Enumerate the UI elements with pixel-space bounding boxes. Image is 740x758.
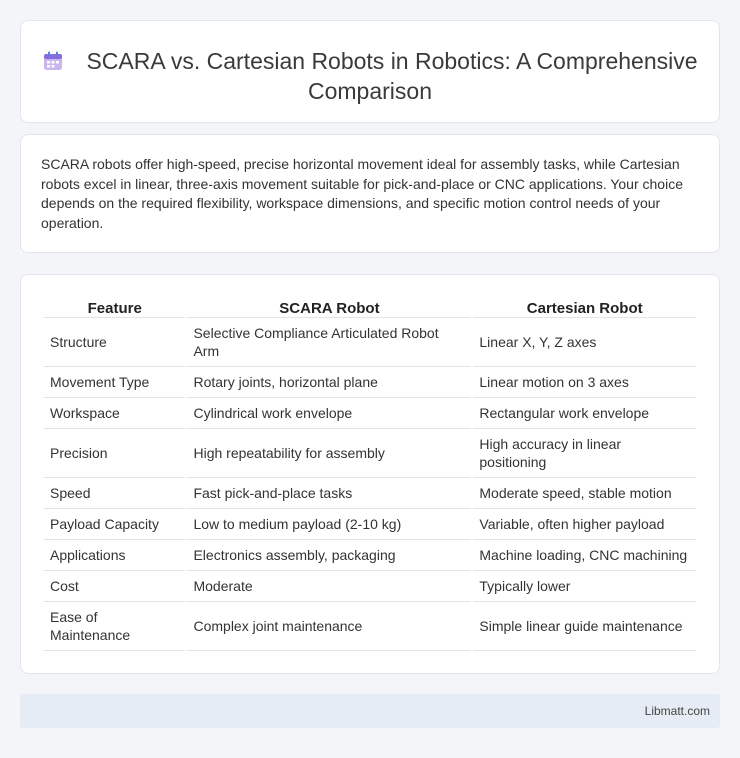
table-row <box>44 509 696 540</box>
comparison-table <box>42 296 698 651</box>
page-title: SCARA vs. Cartesian Robots in Robotics: A Comprehensive Comparison <box>86 48 698 104</box>
cell-feature: Structure <box>44 318 185 367</box>
page-title-wrap <box>21 46 719 106</box>
header-cartesian: Cartesian Robot <box>473 296 696 318</box>
cell-feature: Ease of Maintenance <box>44 602 185 651</box>
calendar-icon <box>42 49 64 71</box>
cell-cartesian: Variable, often higher payload <box>473 509 696 540</box>
footer-site-link[interactable]: Libmatt.com <box>644 704 710 718</box>
cell-cartesian: Moderate speed, stable motion <box>473 478 696 509</box>
table-row <box>44 602 696 651</box>
title-card <box>20 20 720 123</box>
intro-card <box>20 134 720 253</box>
footer-bar <box>20 694 720 728</box>
cell-feature: Payload Capacity <box>44 509 185 540</box>
table-row <box>44 571 696 602</box>
cell-feature: Cost <box>44 571 185 602</box>
cell-feature: Movement Type <box>44 367 185 398</box>
cell-cartesian: Typically lower <box>473 571 696 602</box>
cell-feature: Speed <box>44 478 185 509</box>
table-header-row <box>44 296 696 318</box>
cell-scara: Complex joint maintenance <box>187 602 471 651</box>
comparison-card <box>20 274 720 674</box>
cell-cartesian: Linear X, Y, Z axes <box>473 318 696 367</box>
cell-cartesian: Machine loading, CNC machining <box>473 540 696 571</box>
table-row <box>44 478 696 509</box>
cell-cartesian: High accuracy in linear positioning <box>473 429 696 478</box>
header-feature: Feature <box>44 296 185 318</box>
table-row <box>44 429 696 478</box>
cell-scara: Electronics assembly, packaging <box>187 540 471 571</box>
table-row <box>44 398 696 429</box>
cell-feature: Applications <box>44 540 185 571</box>
header-scara: SCARA Robot <box>187 296 471 318</box>
cell-feature: Workspace <box>44 398 185 429</box>
cell-scara: Selective Compliance Articulated Robot Arm <box>187 318 471 367</box>
cell-cartesian: Simple linear guide maintenance <box>473 602 696 651</box>
table-row <box>44 318 696 367</box>
cell-cartesian: Linear motion on 3 axes <box>473 367 696 398</box>
cell-scara: Fast pick-and-place tasks <box>187 478 471 509</box>
table-row <box>44 540 696 571</box>
cell-scara: Moderate <box>187 571 471 602</box>
cell-feature: Precision <box>44 429 185 478</box>
cell-scara: Cylindrical work envelope <box>187 398 471 429</box>
cell-scara: High repeatability for assembly <box>187 429 471 478</box>
cell-scara: Rotary joints, horizontal plane <box>187 367 471 398</box>
table-row <box>44 367 696 398</box>
cell-cartesian: Rectangular work envelope <box>473 398 696 429</box>
cell-scara: Low to medium payload (2-10 kg) <box>187 509 471 540</box>
intro-text: SCARA robots offer high-speed, precise horizontal movement ideal for assembly tasks, while Cartesian robots excel in linear, three-axis movement suitable for pick-and-place or CNC applications. Your choice depends on the required flexibility, workspace dimensions, and specific motion control needs of your operation. <box>41 156 683 231</box>
